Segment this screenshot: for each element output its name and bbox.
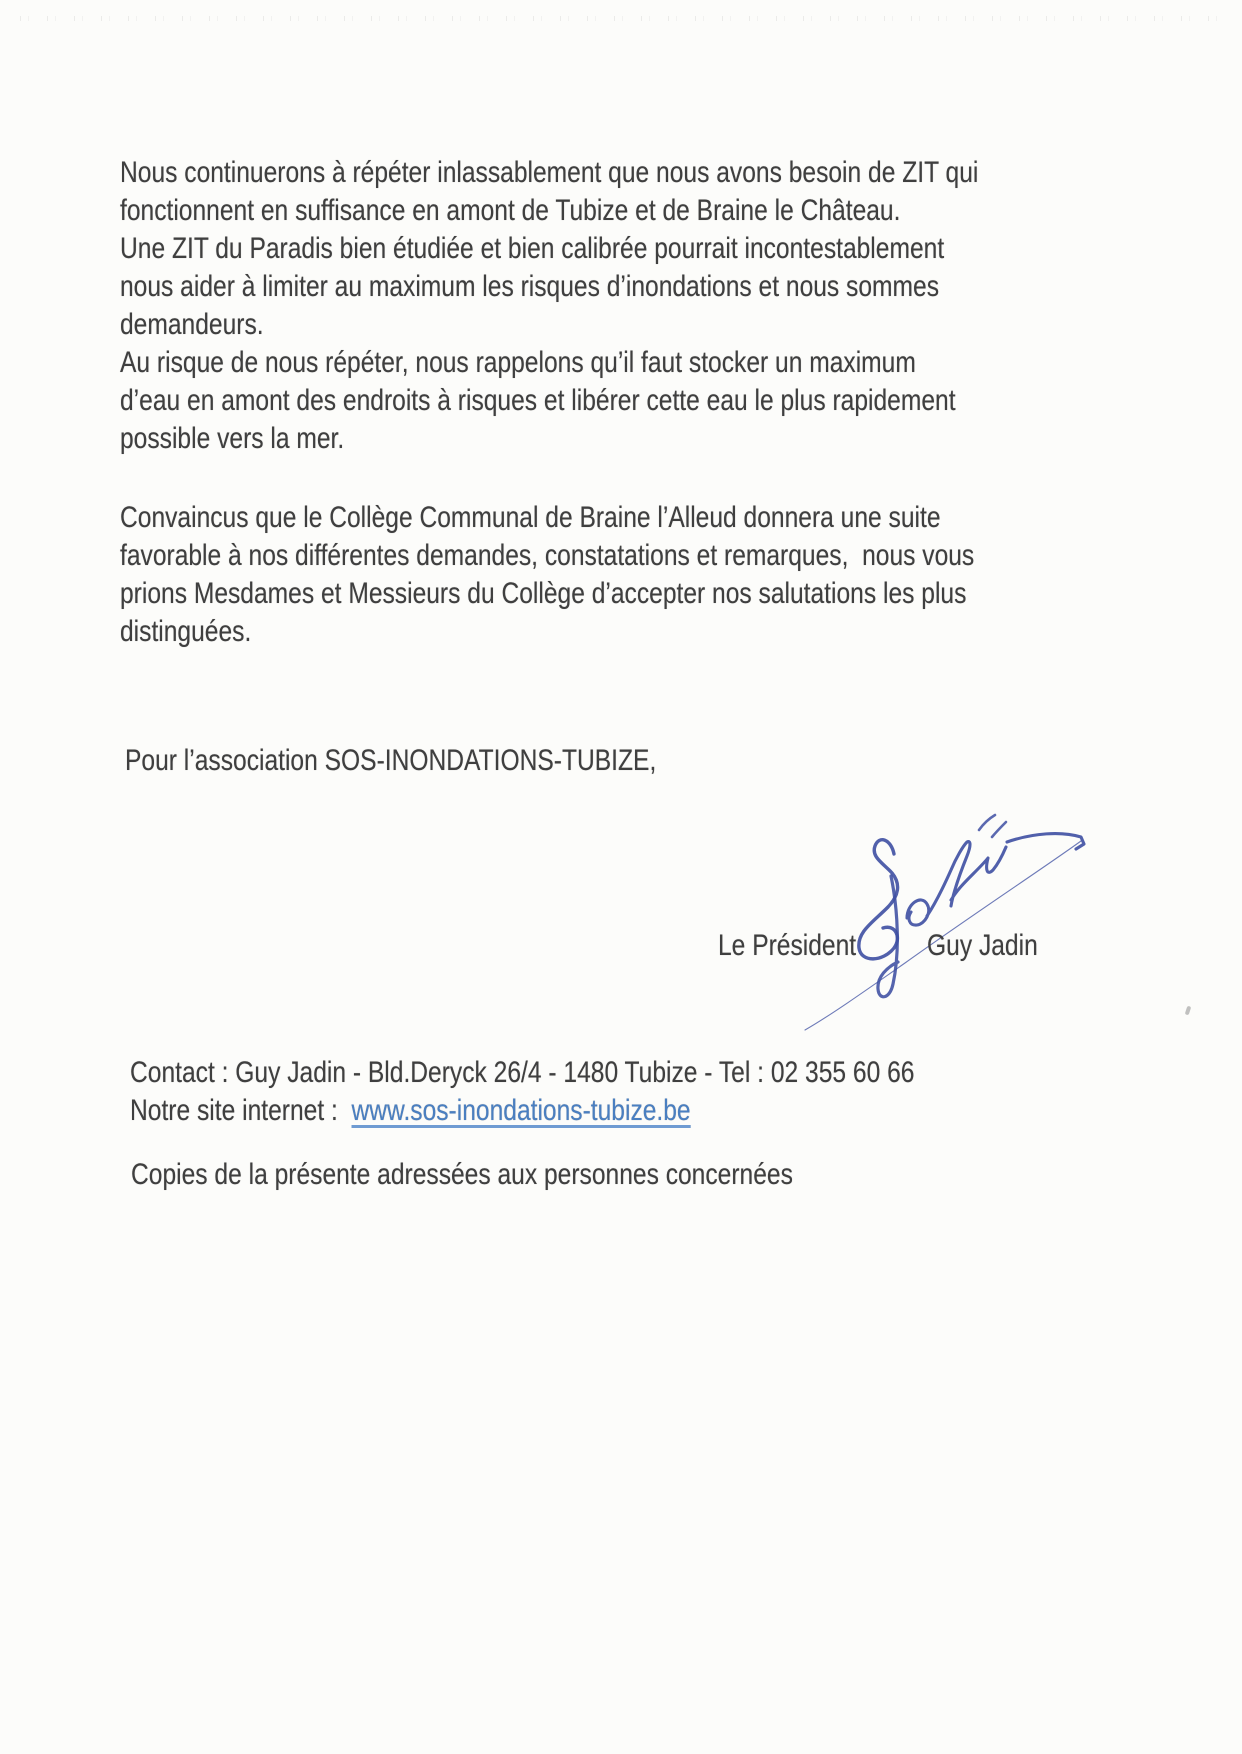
paragraph-line: nous aider à limiter au maximum les risques d’inondations et nous sommes xyxy=(120,270,940,303)
paragraph-2 xyxy=(120,499,1162,651)
paragraph-line: Au risque de nous répéter, nous rappelons qu’il faut stocker un maximum xyxy=(120,346,916,379)
paragraph-line: demandeurs. xyxy=(120,308,264,341)
paragraph-line: Convaincus que le Collège Communal de Braine l’Alleud donnera une suite xyxy=(120,501,941,534)
website-link[interactable]: www.sos-inondations-tubize.be xyxy=(351,1094,691,1127)
paragraph-line: Une ZIT du Paradis bien étudiée et bien calibrée pourrait incontestablement xyxy=(120,232,945,265)
signature-block xyxy=(795,800,1095,1040)
copies-line: Copies de la présente adressées aux personnes concernées xyxy=(131,1158,793,1191)
paragraph-line: prions Mesdames et Messieurs du Collège d’accepter nos salutations les plus xyxy=(120,577,967,610)
paragraph-line: fonctionnent en suffisance en amont de Tubize et de Braine le Château. xyxy=(120,194,901,227)
signature-handwriting-icon xyxy=(795,800,1095,1040)
paragraph-line: favorable à nos différentes demandes, constatations et remarques, nous vous xyxy=(120,539,975,572)
contact-line: Contact : Guy Jadin - Bld.Deryck 26/4 - 1480 Tubize - Tel : 02 355 60 66 xyxy=(130,1056,915,1089)
closing-line: Pour l’association SOS-INONDATIONS-TUBIZE, xyxy=(125,744,657,777)
website-label: Notre site internet : xyxy=(130,1094,352,1127)
scan-speck xyxy=(1185,1006,1192,1016)
signer-title: Le Président xyxy=(718,929,857,962)
paragraph-1 xyxy=(120,154,1167,458)
website-line xyxy=(130,1092,691,1130)
signer-name: Guy Jadin xyxy=(927,929,1038,962)
paragraph-line: distinguées. xyxy=(120,615,252,648)
paragraph-line: Nous continuerons à répéter inlassablement que nous avons besoin de ZIT qui xyxy=(120,156,979,189)
paragraph-line: d’eau en amont des endroits à risques et libérer cette eau le plus rapidement xyxy=(120,384,956,417)
paragraph-line: possible vers la mer. xyxy=(120,422,345,455)
scan-noise-band xyxy=(20,16,1220,21)
